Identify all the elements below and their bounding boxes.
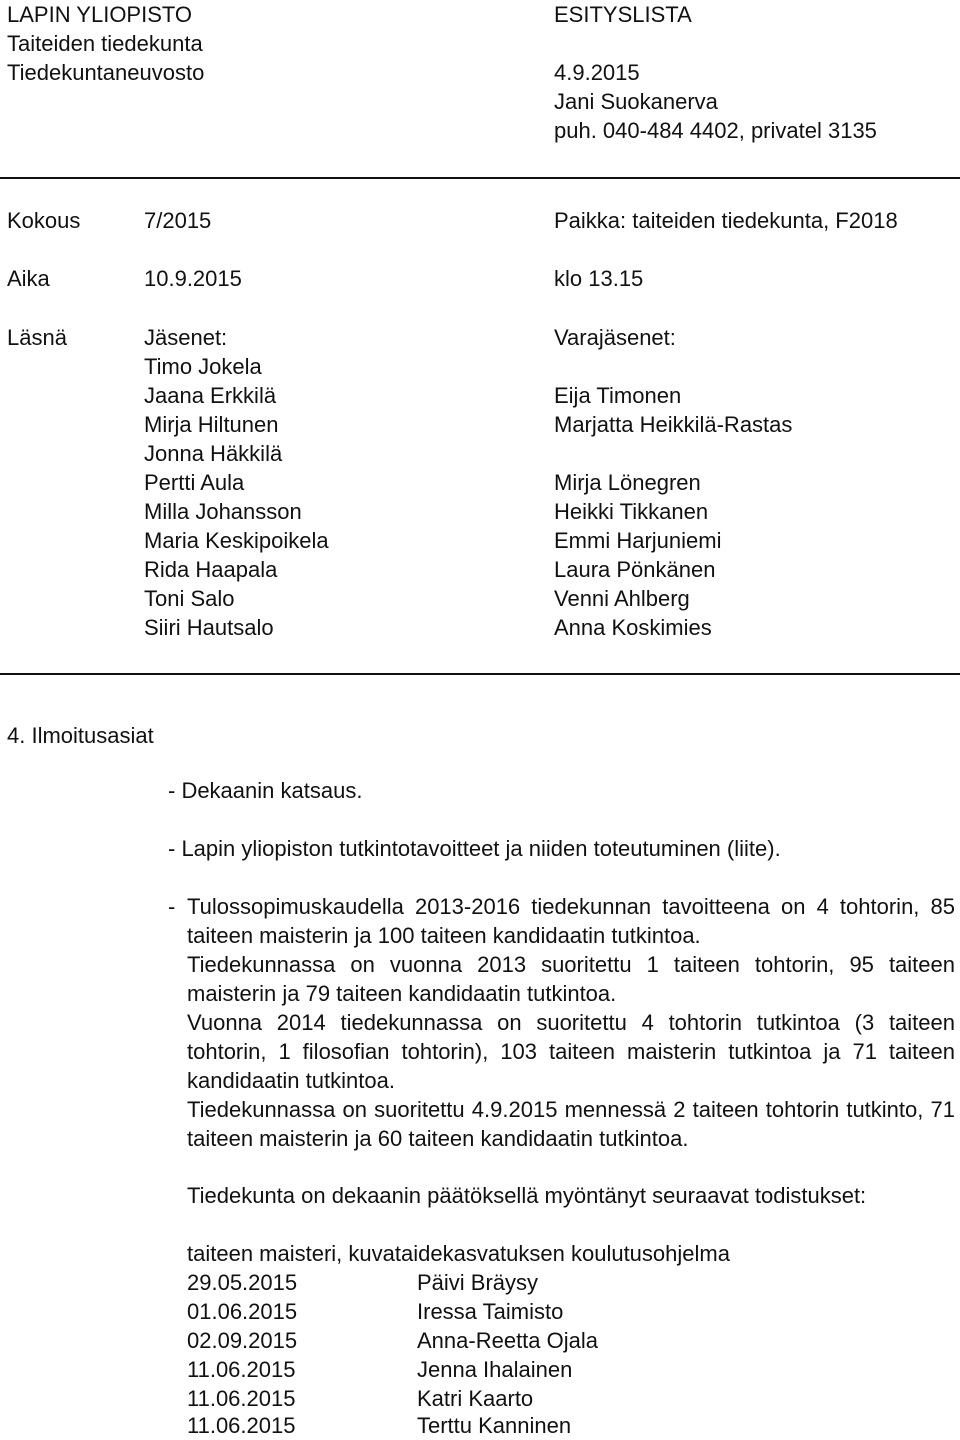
certificates-intro: Tiedekunta on dekaanin päätöksellä myöntänyt seuraavat todistukset: [187,1183,867,1208]
deputy-name: Heikki Tikkanen [554,499,709,524]
contact-phone: puh. 040-484 4402, privatel 3135 [554,118,877,143]
contact-name: Jani Suokanerva [554,89,718,114]
year-2014-paragraph: Vuonna 2014 tiedekunnassa on suoritettu 4 tohtorin tutkintoa (3 taiteen tohtorin, 1 filosofian tohtorin), 103 taiteen maisterin tutkintoa ja 71 taiteen kandidaatin tutkintoa. [187,1010,955,1094]
university-name: LAPIN YLIOPISTO [7,2,193,27]
degree-date: 11.06.2015 [187,1386,296,1411]
graduate-name: Anna-Reetta Ojala [417,1328,598,1353]
member-name: Siiri Hautsalo [144,615,274,640]
degree-date: 01.06.2015 [187,1299,298,1324]
meeting-time: klo 13.15 [554,266,644,291]
degree-date: 11.06.2015 [187,1413,296,1438]
bullet-dash: - [168,894,176,919]
deputies-label: Varajäsenet: [554,325,676,350]
members-label: Jäsenet: [144,325,228,350]
council-name: Tiedekuntaneuvosto [7,60,205,85]
meeting-label: Kokous [7,208,81,233]
deputy-name: Anna Koskimies [554,615,712,640]
graduate-name: Jenna Ihalainen [417,1357,573,1382]
member-name: Milla Johansson [144,499,302,524]
graduate-name: Katri Kaarto [417,1386,534,1411]
degree-program: taiteen maisteri, kuvataidekasvatuksen koulutusohjelma [187,1241,730,1266]
graduate-name: Terttu Kanninen [417,1413,572,1438]
member-name: Jaana Erkkilä [144,383,277,408]
graduate-name: Päivi Bräysy [417,1270,539,1295]
member-name: Pertti Aula [144,470,245,495]
degree-date: 29.05.2015 [187,1270,298,1295]
deputy-name: Marjatta Heikkilä-Rastas [554,412,793,437]
degree-date: 02.09.2015 [187,1328,298,1353]
time-label: Aika [7,266,50,291]
bullet-degree-goals: - Lapin yliopiston tutkintotavoitteet ja niiden toteutuminen (liite). [168,836,781,861]
meeting-number: 7/2015 [144,208,212,233]
member-name: Rida Haapala [144,557,278,582]
meeting-divider [0,673,960,675]
bullet-dean-review: - Dekaanin katsaus. [168,778,363,803]
deputy-name: Eija Timonen [554,383,682,408]
member-name: Timo Jokela [144,354,262,379]
meeting-place: Paikka: taiteiden tiedekunta, F2018 [554,208,898,233]
member-name: Mirja Hiltunen [144,412,279,437]
member-name: Toni Salo [144,586,235,611]
section-heading: 4. Ilmoitusasiat [7,723,154,748]
degree-date: 11.06.2015 [187,1357,296,1382]
year-2013-paragraph: Tiedekunnassa on vuonna 2013 suoritettu 1 taiteen tohtorin, 95 taiteen maisterin ja 79 taiteen kandidaatin tutkintoa. [187,952,955,1007]
header-divider [0,177,960,179]
deputy-name: Venni Ahlberg [554,586,690,611]
member-name: Jonna Häkkilä [144,441,283,466]
faculty-name: Taiteiden tiedekunta [7,31,203,56]
goals-paragraph: Tulossopimuskaudella 2013-2016 tiedekunnan tavoitteena on 4 tohtorin, 85 taiteen maisterin ja 100 taiteen kandidaatin tutkintoa. [187,894,955,949]
graduate-name: Iressa Taimisto [417,1299,564,1324]
year-2015-paragraph: Tiedekunnassa on suoritettu 4.9.2015 mennessä 2 taiteen tohtorin tutkinto, 71 taiteen maisterin ja 60 taiteen kandidaatin tutkintoa. [187,1097,955,1152]
deputy-name: Emmi Harjuniemi [554,528,722,553]
member-name: Maria Keskipoikela [144,528,329,553]
deputy-name: Laura Pönkänen [554,557,716,582]
present-label: Läsnä [7,325,67,350]
document-date: 4.9.2015 [554,60,640,85]
deputy-name: Mirja Lönegren [554,470,701,495]
meeting-date: 10.9.2015 [144,266,242,291]
document-type: ESITYSLISTA [554,2,692,27]
